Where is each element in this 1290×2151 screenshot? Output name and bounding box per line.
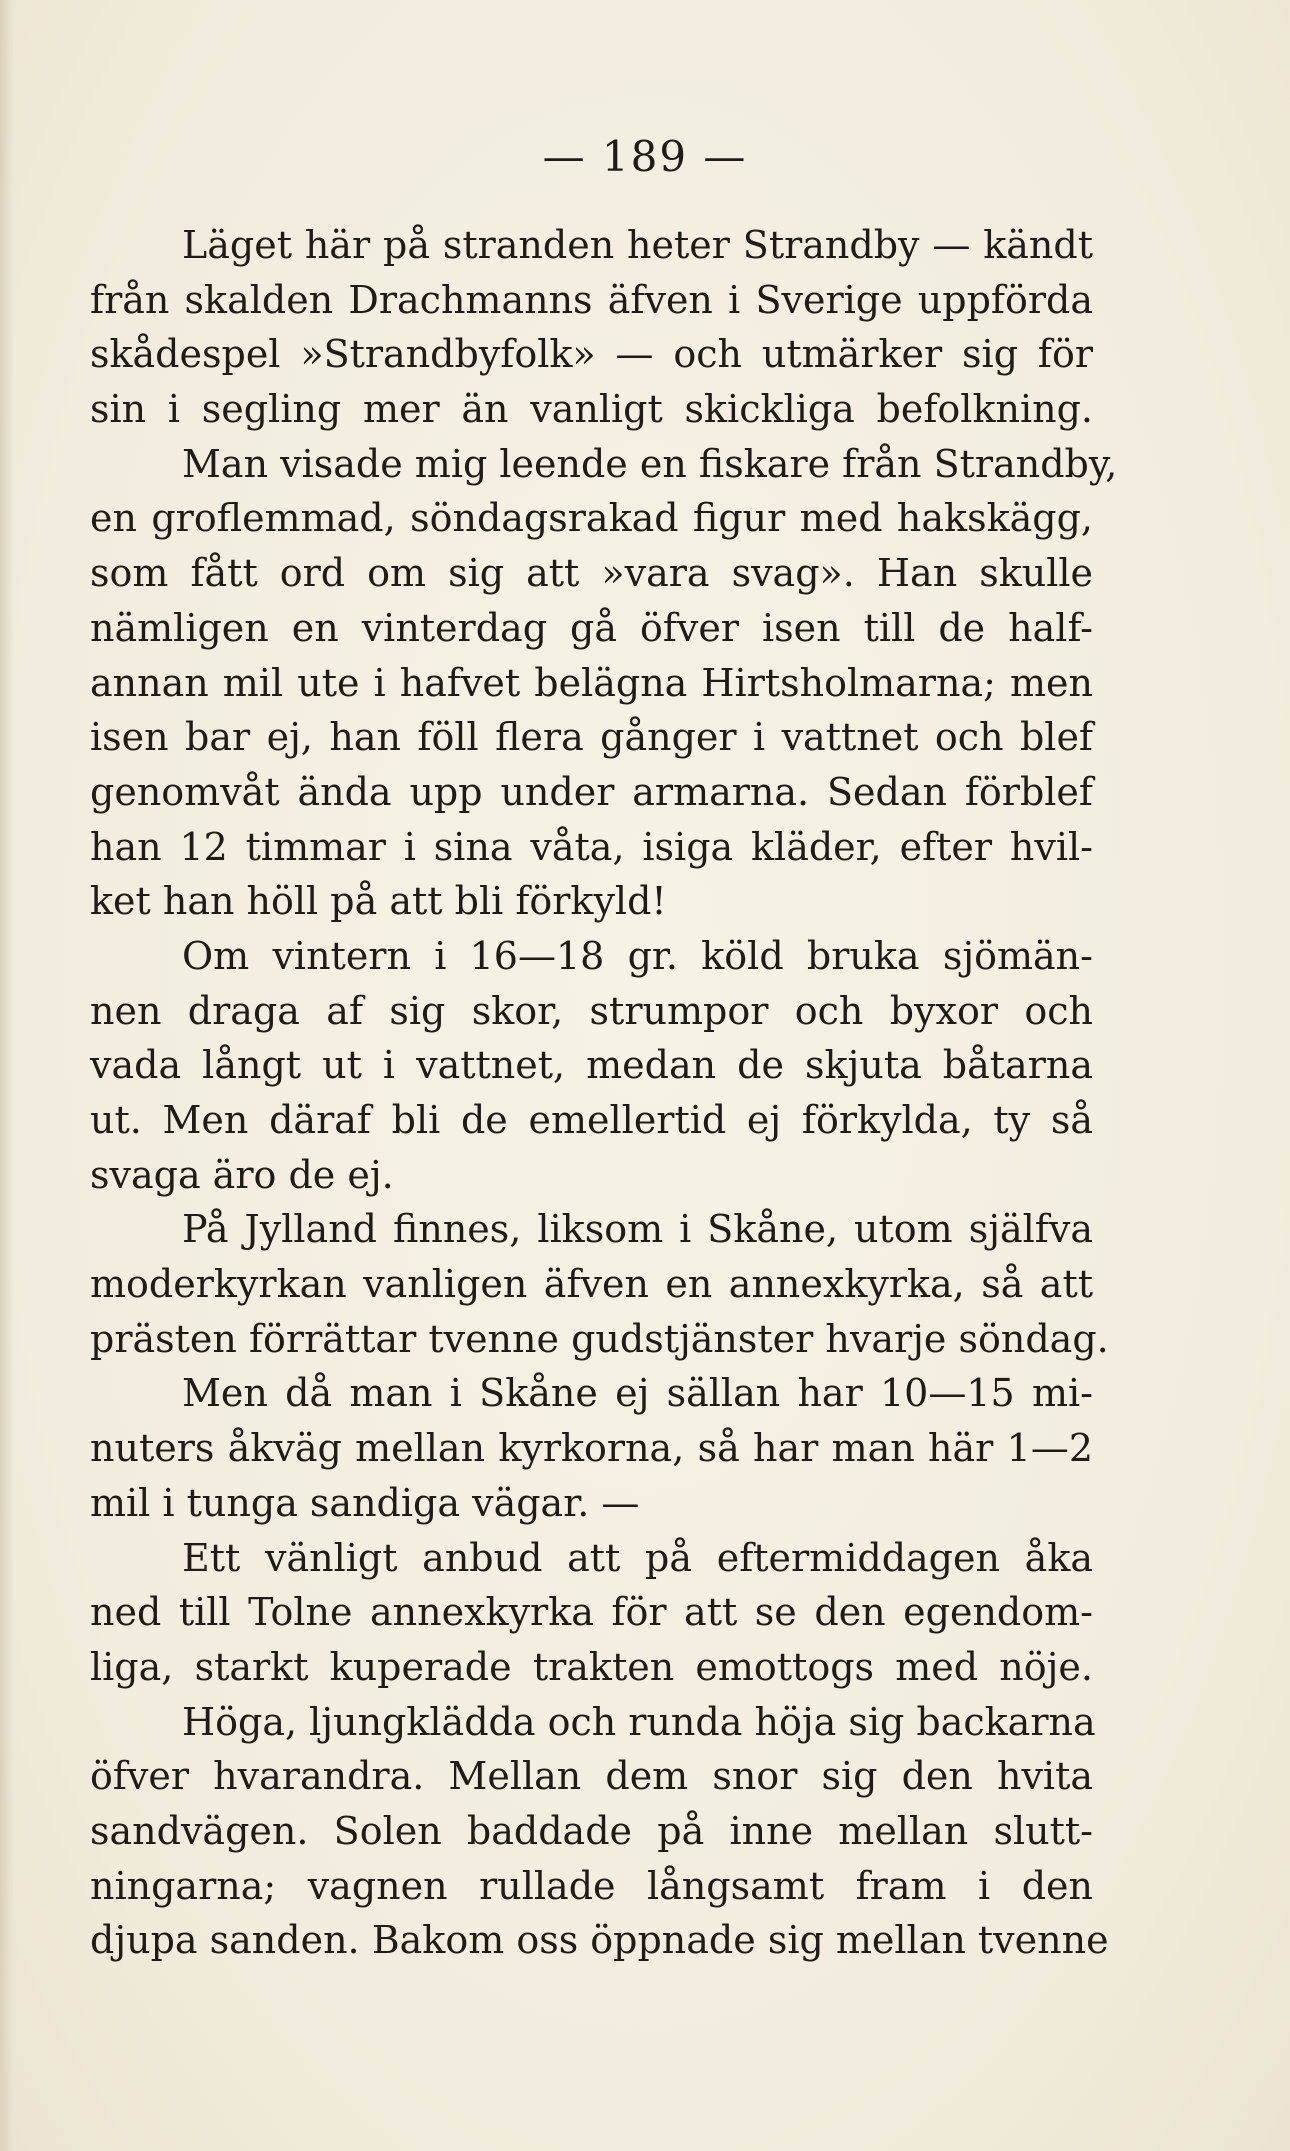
text-line: Höga, ljungklädda och runda höja sig backarna <box>182 1699 1096 1744</box>
text-line: ned till Tolne annexkyrka för att se den egendom- <box>90 1590 1093 1635</box>
text-line: sin i segling mer än vanligt skickliga befolkning. <box>90 387 1093 432</box>
page-binding-edge <box>0 0 14 2151</box>
text-line: Om vintern i 16—18 gr. köld bruka sjömän- <box>182 933 1093 978</box>
text-line: som fått ord om sig att »vara svag». Han skulle <box>90 551 1093 596</box>
text-line: Men då man i Skåne ej sällan har 10—15 mi- <box>182 1371 1093 1416</box>
text-line: nuters åkväg mellan kyrkorna, så har man här 1—2 <box>90 1426 1093 1471</box>
text-line: På Jylland finnes, liksom i Skåne, utom själfva <box>182 1207 1093 1252</box>
text-line: ningarna; vagnen rullade långsamt fram i den <box>90 1863 1093 1908</box>
text-line: nen draga af sig skor, strumpor och byxor och <box>90 988 1093 1033</box>
text-line: vada långt ut i vattnet, medan de skjuta båtarna <box>90 1043 1093 1088</box>
text-line: genomvåt ända upp under armarna. Sedan förblef <box>90 769 1093 814</box>
text-line: prästen förrättar tvenne gudstjänster hvarje söndag. <box>90 1316 1109 1361</box>
text-line: isen bar ej, han föll flera gånger i vattnet och blef <box>90 715 1093 760</box>
text-line: moderkyrkan vanligen äfven en annexkyrka, så att <box>90 1262 1093 1307</box>
text-line: Ett vänligt anbud att på eftermiddagen åka <box>182 1535 1093 1580</box>
text-line: öfver hvarandra. Mellan dem snor sig den hvita <box>90 1754 1093 1799</box>
text-line: ut. Men däraf bli de emellertid ej förkylda, ty så <box>90 1098 1093 1142</box>
text-line: liga, starkt kuperade trakten emottogs med nöje. <box>90 1644 1093 1689</box>
text-line: han 12 timmar i sina våta, isiga kläder, efter hvil- <box>90 824 1093 869</box>
text-line: djupa sanden. Bakom oss öppnade sig mellan tvenne <box>90 1918 1109 1963</box>
text-line: Man visade mig leende en fiskare från Strandby, <box>182 441 1118 486</box>
text-line: nämligen en vinterdag gå öfver isen till de half- <box>90 605 1093 650</box>
text-line: sandvägen. Solen baddade på inne mellan slutt- <box>90 1808 1093 1853</box>
text-line: från skalden Drachmanns äfven i Sverige uppförda <box>90 277 1093 322</box>
body-text <box>90 218 1118 1968</box>
text-line: skådespel »Strandbyfolk» — och utmärker sig för <box>90 332 1093 377</box>
text-line: mil i tunga sandiga vägar. — <box>90 1480 640 1525</box>
text-line: svaga äro de ej. <box>90 1152 394 1197</box>
text-line: annan mil ute i hafvet belägna Hirtsholmarna; men <box>90 660 1093 705</box>
text-line: Läget här på stranden heter Strandby — kändt <box>182 223 1093 267</box>
page-number-header: — 189 — <box>542 132 748 181</box>
text-line: en groflemmad, söndagsrakad figur med hakskägg, <box>90 496 1093 541</box>
text-line: ket han höll på att bli förkyld! <box>90 879 667 924</box>
